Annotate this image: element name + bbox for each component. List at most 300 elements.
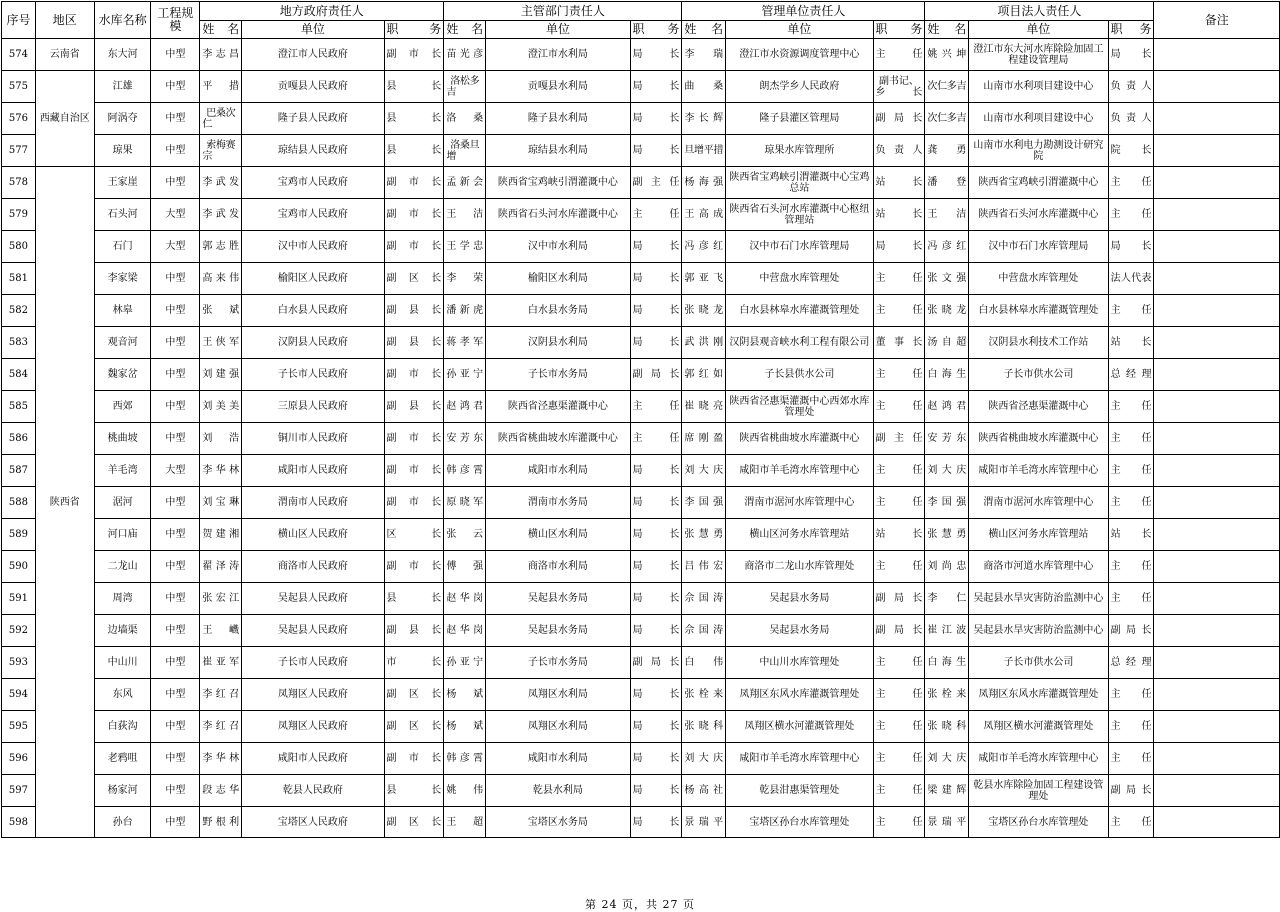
cell-gov-name: 郭志胜: [200, 231, 242, 263]
cell-legal-title: 主任: [1108, 199, 1154, 231]
cell-mgmt-unit: 朗杰学乡人民政府: [726, 71, 873, 103]
cell-dept-unit: 子长市水务局: [486, 647, 630, 679]
table-row: [2, 103, 1280, 135]
cell-mgmt-unit: 宝塔区孙台水库管理处: [726, 807, 873, 838]
cell-mgmt-name: 武洪刚: [682, 327, 726, 359]
cell-scale: 中型: [151, 295, 200, 327]
cell-mgmt-unit: 中营盘水库管理处: [726, 263, 873, 295]
cell-scale: 中型: [151, 103, 200, 135]
cell-mgmt-name: 吕伟宏: [682, 551, 726, 583]
cell-mgmt-unit: 咸阳市羊毛湾水库管理中心: [726, 455, 873, 487]
cell-legal-title: 主任: [1108, 711, 1154, 743]
cell-gov-unit: 咸阳市人民政府: [242, 455, 384, 487]
cell-reservoir: 观音河: [94, 327, 151, 359]
table-header: [2, 2, 1280, 39]
cell-mgmt-unit: 陕西省石头河水库灌溉中心枢纽管理站: [726, 199, 873, 231]
cell-gov-title: 副市长: [384, 359, 444, 391]
cell-scale: 中型: [151, 583, 200, 615]
cell-dept-title: 局长: [630, 743, 682, 775]
cell-legal-title: 主任: [1108, 551, 1154, 583]
cell-reservoir: 东大河: [94, 39, 151, 71]
table-row: [2, 455, 1280, 487]
cell-dept-name: 姚伟: [444, 775, 486, 807]
cell-gov-title: 副区长: [384, 711, 444, 743]
cell-gov-name: 李华林: [200, 455, 242, 487]
cell-gov-name: 平措: [200, 71, 242, 103]
cell-mgmt-title: 副局长: [873, 583, 925, 615]
cell-reservoir: 白荻沟: [94, 711, 151, 743]
cell-mgmt-title: 站长: [873, 167, 925, 199]
cell-legal-title: 法人代表: [1108, 263, 1154, 295]
cell-mgmt-title: 副主任: [873, 423, 925, 455]
cell-remark: [1154, 167, 1280, 199]
cell-legal-name: 白海生: [925, 647, 969, 679]
cell-mgmt-title: 主任: [873, 455, 925, 487]
cell-legal-title: 主任: [1108, 807, 1154, 838]
col-header-name: 姓名: [925, 21, 969, 39]
cell-seq: 583: [2, 327, 36, 359]
cell-reservoir: 石头河: [94, 199, 151, 231]
cell-gov-name: 翟泽涛: [200, 551, 242, 583]
cell-dept-title: 副局长: [630, 647, 682, 679]
cell-legal-name: 张晓龙: [925, 295, 969, 327]
cell-legal-name: 潘登: [925, 167, 969, 199]
cell-dept-name: 苗光彦: [444, 39, 486, 71]
cell-dept-name: 傅强: [444, 551, 486, 583]
cell-scale: 中型: [151, 391, 200, 423]
cell-gov-name: 刘建强: [200, 359, 242, 391]
cell-dept-unit: 汉阴县水利局: [486, 327, 630, 359]
cell-seq: 587: [2, 455, 36, 487]
cell-dept-title: 主任: [630, 423, 682, 455]
cell-legal-title: 局长: [1108, 39, 1154, 71]
cell-reservoir: 羊毛湾: [94, 455, 151, 487]
cell-legal-unit: 子长市供水公司: [969, 359, 1108, 391]
cell-legal-name: 刘尚忠: [925, 551, 969, 583]
cell-remark: [1154, 423, 1280, 455]
cell-gov-title: 副区长: [384, 807, 444, 838]
col-header-reservoir: 水库名称: [94, 2, 151, 39]
cell-legal-title: 负责人: [1108, 103, 1154, 135]
cell-legal-name: 张文强: [925, 263, 969, 295]
cell-dept-name: 洛桑: [444, 103, 486, 135]
cell-legal-title: 主任: [1108, 391, 1154, 423]
cell-dept-unit: 咸阳市水利局: [486, 743, 630, 775]
cell-reservoir: 边墙渠: [94, 615, 151, 647]
cell-dept-unit: 隆子县水利局: [486, 103, 630, 135]
cell-dept-unit: 凤翔区水利局: [486, 679, 630, 711]
cell-dept-title: 局长: [630, 295, 682, 327]
cell-mgmt-title: 主任: [873, 391, 925, 423]
cell-reservoir: 东风: [94, 679, 151, 711]
cell-remark: [1154, 647, 1280, 679]
cell-legal-unit: 乾县水库除险加固工程建设管理处: [969, 775, 1108, 807]
cell-dept-unit: 宝塔区水务局: [486, 807, 630, 838]
cell-seq: 586: [2, 423, 36, 455]
cell-legal-name: 张慧勇: [925, 519, 969, 551]
cell-mgmt-title: 主任: [873, 711, 925, 743]
cell-mgmt-unit: 陕西省宝鸡峡引渭灌溉中心宝鸡总站: [726, 167, 873, 199]
cell-seq: 584: [2, 359, 36, 391]
cell-dept-name: 孙亚宁: [444, 359, 486, 391]
cell-dept-unit: 凤翔区水利局: [486, 711, 630, 743]
cell-seq: 598: [2, 807, 36, 838]
cell-dept-name: 王超: [444, 807, 486, 838]
cell-legal-unit: 中营盘水库管理处: [969, 263, 1108, 295]
cell-legal-title: 总经理: [1108, 359, 1154, 391]
cell-mgmt-title: 局长: [873, 231, 925, 263]
cell-region: 云南省: [35, 39, 94, 71]
cell-mgmt-name: 张晓龙: [682, 295, 726, 327]
cell-legal-name: 冯彦红: [925, 231, 969, 263]
cell-legal-name: 梁建辉: [925, 775, 969, 807]
cell-legal-unit: 陕西省泾惠渠灌溉中心: [969, 391, 1108, 423]
table-row: [2, 487, 1280, 519]
cell-dept-title: 局长: [630, 135, 682, 167]
cell-legal-name: 张晓科: [925, 711, 969, 743]
cell-legal-unit: 陕西省宝鸡峡引渭灌溉中心: [969, 167, 1108, 199]
cell-dept-name: 赵华岗: [444, 615, 486, 647]
cell-mgmt-title: 主任: [873, 743, 925, 775]
cell-dept-unit: 商洛市水利局: [486, 551, 630, 583]
cell-seq: 596: [2, 743, 36, 775]
group-header-local-gov: 地方政府责任人: [200, 2, 444, 21]
cell-mgmt-name: 旦增平措: [682, 135, 726, 167]
col-header-unit: 单位: [242, 21, 384, 39]
cell-mgmt-title: 主任: [873, 263, 925, 295]
cell-mgmt-name: 景瑞平: [682, 807, 726, 838]
cell-mgmt-name: 崔晓亮: [682, 391, 726, 423]
cell-mgmt-unit: 吴起县水务局: [726, 583, 873, 615]
cell-seq: 582: [2, 295, 36, 327]
cell-dept-unit: 吴起县水务局: [486, 583, 630, 615]
cell-reservoir: 老鸦咀: [94, 743, 151, 775]
cell-gov-name: 刘浩: [200, 423, 242, 455]
cell-gov-name: 野根利: [200, 807, 242, 838]
cell-legal-name: 景瑞平: [925, 807, 969, 838]
cell-gov-title: 副市长: [384, 743, 444, 775]
cell-mgmt-name: 李瑞: [682, 39, 726, 71]
cell-mgmt-unit: 渭南市涺河水库管理中心: [726, 487, 873, 519]
table-row: [2, 775, 1280, 807]
cell-gov-title: 副市长: [384, 167, 444, 199]
cell-mgmt-name: 刘大庆: [682, 743, 726, 775]
cell-dept-name: 王学忠: [444, 231, 486, 263]
cell-gov-unit: 三原县人民政府: [242, 391, 384, 423]
cell-dept-name: 韩彦霄: [444, 743, 486, 775]
cell-legal-name: 刘大庆: [925, 743, 969, 775]
cell-legal-unit: 宝塔区孙台水库管理处: [969, 807, 1108, 838]
cell-mgmt-unit: 吴起县水务局: [726, 615, 873, 647]
cell-reservoir: 河口庙: [94, 519, 151, 551]
cell-mgmt-unit: 陕西省桃曲坡水库灌溉中心: [726, 423, 873, 455]
group-header-legal-person: 项目法人责任人: [925, 2, 1154, 21]
table-row: [2, 231, 1280, 263]
col-header-title: 职务: [1108, 21, 1154, 39]
cell-dept-name: 潘新虎: [444, 295, 486, 327]
table-row: [2, 135, 1280, 167]
cell-dept-name: 赵华岗: [444, 583, 486, 615]
cell-mgmt-name: 张栓来: [682, 679, 726, 711]
cell-gov-title: 县长: [384, 71, 444, 103]
cell-seq: 590: [2, 551, 36, 583]
cell-mgmt-unit: 凤翔区横水河灌溉管理处: [726, 711, 873, 743]
cell-mgmt-name: 佘国涛: [682, 583, 726, 615]
cell-gov-unit: 凤翔区人民政府: [242, 679, 384, 711]
cell-gov-name: 段志华: [200, 775, 242, 807]
cell-reservoir: 琼果: [94, 135, 151, 167]
cell-dept-title: 局长: [630, 551, 682, 583]
cell-gov-name: 王侠军: [200, 327, 242, 359]
cell-dept-unit: 贡嘎县水利局: [486, 71, 630, 103]
cell-reservoir: 孙台: [94, 807, 151, 838]
cell-mgmt-unit: 中山川水库管理处: [726, 647, 873, 679]
cell-mgmt-title: 主任: [873, 359, 925, 391]
cell-gov-unit: 榆阳区人民政府: [242, 263, 384, 295]
cell-reservoir: 桃曲坡: [94, 423, 151, 455]
cell-mgmt-unit: 汉阴县观音峡水利工程有限公司: [726, 327, 873, 359]
cell-seq: 577: [2, 135, 36, 167]
cell-mgmt-unit: 商洛市二龙山水库管理处: [726, 551, 873, 583]
cell-remark: [1154, 135, 1280, 167]
cell-scale: 中型: [151, 807, 200, 838]
cell-mgmt-name: 杨海强: [682, 167, 726, 199]
cell-mgmt-name: 刘大庆: [682, 455, 726, 487]
cell-reservoir: 阿涡夺: [94, 103, 151, 135]
table-row: [2, 647, 1280, 679]
cell-gov-title: 副市长: [384, 39, 444, 71]
cell-legal-unit: 渭南市涺河水库管理中心: [969, 487, 1108, 519]
cell-gov-unit: 宝鸡市人民政府: [242, 167, 384, 199]
cell-mgmt-unit: 澄江市水资源调度管理中心: [726, 39, 873, 71]
cell-legal-title: 主任: [1108, 423, 1154, 455]
cell-mgmt-name: 王高成: [682, 199, 726, 231]
cell-legal-unit: 凤翔区东风水库灌溉管理处: [969, 679, 1108, 711]
cell-legal-name: 姚兴坤: [925, 39, 969, 71]
cell-scale: 中型: [151, 167, 200, 199]
cell-seq: 588: [2, 487, 36, 519]
cell-reservoir: 王家崖: [94, 167, 151, 199]
cell-legal-name: 刘大庆: [925, 455, 969, 487]
table-row: [2, 71, 1280, 103]
cell-gov-unit: 商洛市人民政府: [242, 551, 384, 583]
cell-mgmt-name: 李国强: [682, 487, 726, 519]
cell-mgmt-name: 白伟: [682, 647, 726, 679]
cell-legal-unit: 商洛市河道水库管理中心: [969, 551, 1108, 583]
cell-seq: 579: [2, 199, 36, 231]
cell-gov-unit: 吴起县人民政府: [242, 615, 384, 647]
cell-gov-title: 副市长: [384, 551, 444, 583]
cell-dept-title: 局长: [630, 519, 682, 551]
cell-dept-title: 局长: [630, 231, 682, 263]
cell-remark: [1154, 519, 1280, 551]
col-header-title: 职务: [630, 21, 682, 39]
table-row: [2, 807, 1280, 838]
cell-dept-unit: 乾县水利局: [486, 775, 630, 807]
cell-mgmt-name: 曲桑: [682, 71, 726, 103]
cell-gov-unit: 汉阴县人民政府: [242, 327, 384, 359]
cell-seq: 585: [2, 391, 36, 423]
cell-mgmt-name: 张慧勇: [682, 519, 726, 551]
cell-mgmt-name: 郭红如: [682, 359, 726, 391]
cell-remark: [1154, 583, 1280, 615]
cell-scale: 中型: [151, 71, 200, 103]
cell-gov-name: 刘美美: [200, 391, 242, 423]
cell-remark: [1154, 711, 1280, 743]
cell-remark: [1154, 775, 1280, 807]
table-row: [2, 519, 1280, 551]
cell-dept-title: 主任: [630, 391, 682, 423]
cell-legal-unit: 澄江市东大河水库除险加固工程建设管理局: [969, 39, 1108, 71]
cell-dept-name: 洛桑旦增: [444, 135, 486, 167]
cell-gov-title: 副县长: [384, 295, 444, 327]
col-header-scale: 工程规模: [151, 2, 200, 39]
cell-gov-name: 李武发: [200, 199, 242, 231]
cell-legal-title: 副局长: [1108, 615, 1154, 647]
cell-legal-unit: 汉阴县水利技术工作站: [969, 327, 1108, 359]
cell-legal-name: 龚勇: [925, 135, 969, 167]
cell-remark: [1154, 743, 1280, 775]
cell-gov-title: 市长: [384, 647, 444, 679]
cell-mgmt-unit: 咸阳市羊毛湾水库管理中心: [726, 743, 873, 775]
cell-legal-unit: 山南市水利项目建设中心: [969, 103, 1108, 135]
cell-mgmt-title: 主任: [873, 487, 925, 519]
cell-gov-unit: 吴起县人民政府: [242, 583, 384, 615]
cell-gov-name: 张斌: [200, 295, 242, 327]
cell-reservoir: 江雄: [94, 71, 151, 103]
cell-legal-name: 李国强: [925, 487, 969, 519]
cell-scale: 大型: [151, 199, 200, 231]
cell-dept-name: 孟新会: [444, 167, 486, 199]
table-row: [2, 295, 1280, 327]
cell-gov-name: 李红召: [200, 711, 242, 743]
cell-mgmt-title: 副局长: [873, 615, 925, 647]
responsibility-table: [1, 1, 1280, 838]
cell-gov-name: 贺建湘: [200, 519, 242, 551]
cell-remark: [1154, 231, 1280, 263]
table-row: [2, 199, 1280, 231]
cell-mgmt-title: 负责人: [873, 135, 925, 167]
group-header-competent-dept: 主管部门责任人: [444, 2, 682, 21]
cell-dept-name: 原晓军: [444, 487, 486, 519]
cell-gov-title: 副县长: [384, 327, 444, 359]
cell-scale: 中型: [151, 487, 200, 519]
cell-dept-name: 安芳东: [444, 423, 486, 455]
cell-mgmt-name: 杨高社: [682, 775, 726, 807]
cell-gov-title: 县长: [384, 135, 444, 167]
cell-mgmt-name: 佘国涛: [682, 615, 726, 647]
cell-seq: 581: [2, 263, 36, 295]
cell-dept-unit: 吴起县水务局: [486, 615, 630, 647]
col-header-unit: 单位: [969, 21, 1108, 39]
cell-legal-unit: 凤翔区横水河灌溉管理处: [969, 711, 1108, 743]
cell-dept-title: 局长: [630, 455, 682, 487]
cell-dept-name: 韩彦霄: [444, 455, 486, 487]
cell-gov-title: 副县长: [384, 391, 444, 423]
cell-legal-unit: 子长市供水公司: [969, 647, 1108, 679]
page-footer: 第 24 页，共 27 页: [585, 898, 695, 911]
cell-dept-unit: 陕西省桃曲坡水库灌溉中心: [486, 423, 630, 455]
cell-reservoir: 李家梁: [94, 263, 151, 295]
table-row: [2, 391, 1280, 423]
cell-gov-title: 县长: [384, 103, 444, 135]
cell-mgmt-name: 冯彦红: [682, 231, 726, 263]
cell-seq: 595: [2, 711, 36, 743]
cell-gov-name: 刘宝琳: [200, 487, 242, 519]
cell-scale: 大型: [151, 455, 200, 487]
table-row: [2, 423, 1280, 455]
cell-dept-name: 王洁: [444, 199, 486, 231]
cell-gov-unit: 铜川市人民政府: [242, 423, 384, 455]
cell-mgmt-title: 主任: [873, 295, 925, 327]
cell-mgmt-name: 席刚盈: [682, 423, 726, 455]
cell-gov-unit: 澄江市人民政府: [242, 39, 384, 71]
cell-scale: 中型: [151, 551, 200, 583]
cell-dept-name: 李荣: [444, 263, 486, 295]
cell-scale: 中型: [151, 711, 200, 743]
cell-dept-title: 局长: [630, 103, 682, 135]
cell-legal-name: 安芳东: [925, 423, 969, 455]
col-header-name: 姓名: [444, 21, 486, 39]
cell-dept-unit: 陕西省泾惠渠灌溉中心: [486, 391, 630, 423]
cell-scale: 中型: [151, 743, 200, 775]
cell-dept-title: 局长: [630, 775, 682, 807]
cell-legal-name: 次仁多吉: [925, 103, 969, 135]
cell-dept-title: 局长: [630, 807, 682, 838]
cell-legal-title: 负责人: [1108, 71, 1154, 103]
cell-gov-unit: 宝塔区人民政府: [242, 807, 384, 838]
cell-dept-title: 局长: [630, 487, 682, 519]
cell-gov-name: 王巇: [200, 615, 242, 647]
cell-dept-title: 局长: [630, 583, 682, 615]
cell-dept-name: 张云: [444, 519, 486, 551]
table-row: [2, 711, 1280, 743]
cell-dept-unit: 澄江市水利局: [486, 39, 630, 71]
cell-dept-unit: 陕西省石头河水库灌溉中心: [486, 199, 630, 231]
table-row: [2, 327, 1280, 359]
cell-reservoir: 林皋: [94, 295, 151, 327]
cell-legal-unit: 吴起县水旱灾害防治监测中心: [969, 583, 1108, 615]
cell-seq: 593: [2, 647, 36, 679]
cell-legal-unit: 山南市水利电力勘测设计研究院: [969, 135, 1108, 167]
cell-legal-unit: 横山区河务水库管理站: [969, 519, 1108, 551]
cell-seq: 597: [2, 775, 36, 807]
cell-reservoir: 西郊: [94, 391, 151, 423]
cell-gov-unit: 咸阳市人民政府: [242, 743, 384, 775]
cell-legal-name: 李仁: [925, 583, 969, 615]
cell-legal-title: 站长: [1108, 327, 1154, 359]
cell-region: 西藏自治区: [35, 71, 94, 167]
cell-remark: [1154, 807, 1280, 838]
table-row: [2, 39, 1280, 71]
col-header-name: 姓名: [682, 21, 726, 39]
cell-mgmt-unit: 陕西省泾惠渠灌溉中心西郊水库管理处: [726, 391, 873, 423]
cell-mgmt-title: 副书记、乡长: [873, 71, 925, 103]
cell-gov-unit: 隆子县人民政府: [242, 103, 384, 135]
cell-seq: 594: [2, 679, 36, 711]
cell-scale: 中型: [151, 775, 200, 807]
cell-legal-unit: 咸阳市羊毛湾水库管理中心: [969, 455, 1108, 487]
cell-mgmt-title: 主任: [873, 647, 925, 679]
cell-remark: [1154, 391, 1280, 423]
cell-dept-name: 孙亚宁: [444, 647, 486, 679]
cell-dept-name: 杨斌: [444, 711, 486, 743]
cell-gov-unit: 宝鸡市人民政府: [242, 199, 384, 231]
cell-scale: 中型: [151, 135, 200, 167]
cell-reservoir: 石门: [94, 231, 151, 263]
cell-remark: [1154, 551, 1280, 583]
table-row: [2, 551, 1280, 583]
